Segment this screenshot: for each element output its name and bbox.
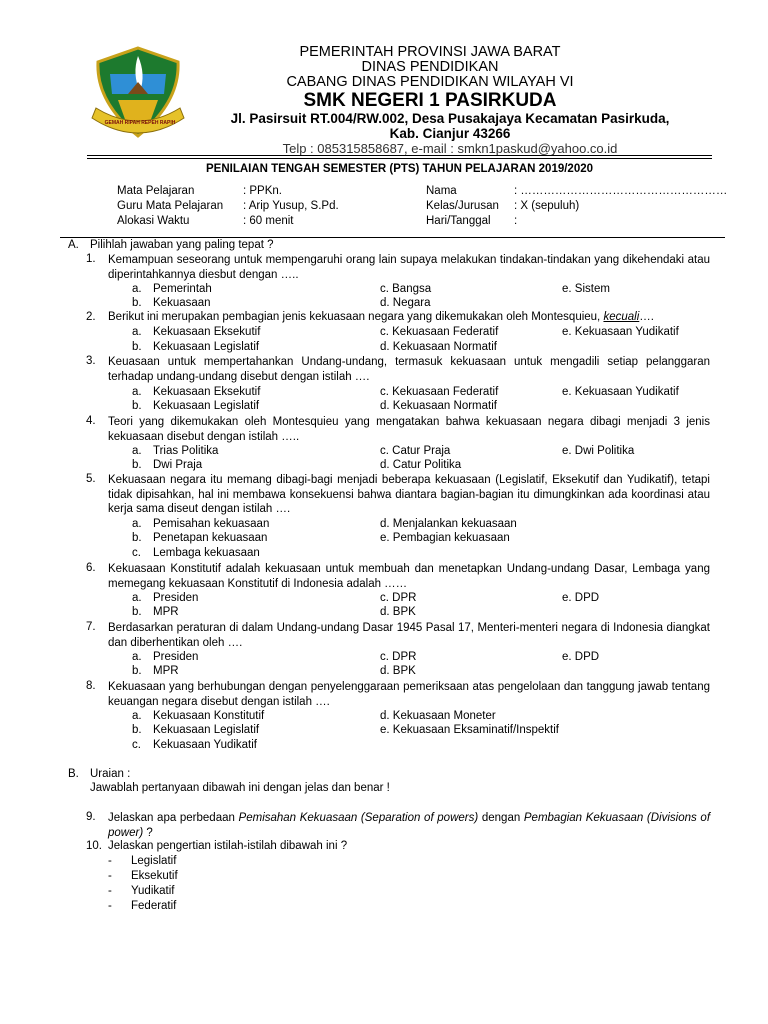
meta-teacher-label: Guru Mata Pelajaran xyxy=(117,200,224,212)
question-number: 1. xyxy=(86,253,96,265)
question-text-end: …. xyxy=(639,311,654,323)
question-text: Keuasaan untuk mempertahankan Undang-undang, termasuk kekuasaan untuk mengadili setiap pelanggaran terhadap undang-undang disebut dengan istilah …. xyxy=(108,356,710,383)
option-a: Presiden xyxy=(153,592,199,604)
option-letter: a. xyxy=(132,445,142,457)
essay-question-10: Jelaskan pengertian istilah-istilah dibawah ini ? xyxy=(108,840,348,852)
option-e: e. DPD xyxy=(562,592,600,604)
option-b: Penetapan kekuasaan xyxy=(153,532,268,544)
option-d: d. Kekuasaan Normatif xyxy=(380,341,497,353)
section-a-title: Pilihlah jawaban yang paling tepat ? xyxy=(90,239,274,251)
option-e: e. Kekuasaan Yudikatif xyxy=(562,326,679,338)
option-letter: a. xyxy=(132,326,142,338)
question-text-emphasis: kecuali xyxy=(603,311,640,323)
option-d: d. BPK xyxy=(380,606,416,618)
option-a: Trias Politika xyxy=(153,445,219,457)
option-c: Lembaga kekuasaan xyxy=(153,547,260,559)
header-address-2: Kab. Cianjur 43266 xyxy=(389,126,511,141)
option-letter: a. xyxy=(132,592,142,604)
option-letter: b. xyxy=(132,341,142,353)
list-item: Federatif xyxy=(131,900,177,912)
section-b-title: Uraian : xyxy=(90,768,131,780)
option-e: e. Sistem xyxy=(562,283,610,295)
option-c: c. DPR xyxy=(380,592,417,604)
option-letter: a. xyxy=(132,283,142,295)
option-b: Dwi Praja xyxy=(153,459,203,471)
meta-subject-value: : PPKn. xyxy=(243,185,282,197)
question-number: 6. xyxy=(86,562,96,574)
header-branch: CABANG DINAS PENDIDIKAN WILAYAH VI xyxy=(286,74,574,90)
meta-divider xyxy=(60,237,725,238)
exam-title: PENILAIAN TENGAH SEMESTER (PTS) TAHUN PELAJARAN 2019/2020 xyxy=(205,163,594,175)
option-d: d. Menjalankan kekuasaan xyxy=(380,518,517,530)
question-number: 2. xyxy=(86,311,96,323)
list-item: Eksekutif xyxy=(131,870,178,882)
option-a: Kekuasaan Eksekutif xyxy=(153,326,261,338)
question-text-main: Berikut ini merupakan pembagian jenis kekuasaan negara yang dikemukakan oleh Montesquieu, xyxy=(108,311,604,323)
meta-day-label: Hari/Tanggal xyxy=(426,215,491,227)
q9-term-2: Pembagian Kekuasaan (Divisions of power) xyxy=(108,812,711,839)
list-bullet: - xyxy=(108,885,112,897)
option-e: e. Kekuasaan Yudikatif xyxy=(562,386,679,398)
option-c: c. Catur Praja xyxy=(380,445,451,457)
section-b-label: B. xyxy=(68,768,79,780)
list-bullet: - xyxy=(108,900,112,912)
option-letter: b. xyxy=(132,459,142,471)
meta-time-label: Alokasi Waktu xyxy=(117,215,190,227)
option-letter: b. xyxy=(132,606,142,618)
option-letter: a. xyxy=(132,651,142,663)
option-b: MPR xyxy=(153,606,179,618)
option-a: Kekuasaan Eksekutif xyxy=(153,386,261,398)
list-bullet: - xyxy=(108,855,112,867)
option-d: d. Catur Politika xyxy=(380,459,462,471)
option-a: Pemerintah xyxy=(153,283,212,295)
option-letter: b. xyxy=(132,665,142,677)
option-d: d. Kekuasaan Normatif xyxy=(380,400,497,412)
meta-class-value: : X (sepuluh) xyxy=(514,200,580,212)
option-d: d. Kekuasaan Moneter xyxy=(380,710,496,722)
list-bullet: - xyxy=(108,870,112,882)
option-b: Kekuasaan Legislatif xyxy=(153,341,260,353)
option-letter: c. xyxy=(132,739,141,751)
header-school-name: SMK NEGERI 1 PASIRKUDA xyxy=(303,90,557,111)
option-e: e. Dwi Politika xyxy=(562,445,635,457)
option-e: e. Kekuasaan Eksaminatif/Inspektif xyxy=(380,724,559,736)
option-c: c. DPR xyxy=(380,651,417,663)
question-text: Kekuasaan negara itu memang dibagi-bagi menjadi beberapa kekuasaan (Legislatif, Eksekutif dan Yudikatif), tetapi tidak dipisahkan, hal ini membawa konsekuensi bahwa diantara bagian-bagian itu dimungkinkan ada koordinasi atau kerja sama diseut dengan istilah …. xyxy=(108,474,710,515)
essay-question-9 xyxy=(108,811,710,840)
option-letter: c. xyxy=(132,547,141,559)
option-letter: b. xyxy=(132,532,142,544)
option-b: Kekuasaan xyxy=(153,297,211,309)
question-number: 7. xyxy=(86,621,96,633)
question-text xyxy=(108,311,654,323)
option-letter: a. xyxy=(132,518,142,530)
q9-term-1: Pemisahan Kekuasaan (Separation of powers) xyxy=(238,812,479,824)
meta-class-label: Kelas/Jurusan xyxy=(426,200,499,212)
q9-pre: Jelaskan apa perbedaan xyxy=(108,812,239,824)
question-number: 4. xyxy=(86,415,96,427)
option-c: c. Bangsa xyxy=(380,283,432,295)
logo-motto: GEMAH RIPAH REPEH RAPIH xyxy=(104,120,176,126)
q9-mid: dengan xyxy=(478,812,524,824)
header-address-1: Jl. Pasirsuit RT.004/RW.002, Desa Pusakajaya Kecamatan Pasirkuda, xyxy=(230,111,670,126)
meta-subject-label: Mata Pelajaran xyxy=(117,185,195,197)
q9-post: ? xyxy=(143,826,153,839)
option-b: Kekuasaan Legislatif xyxy=(153,724,260,736)
option-a: Pemisahan kekuasaan xyxy=(153,518,270,530)
option-d: d. BPK xyxy=(380,665,416,677)
header-province: PEMERINTAH PROVINSI JAWA BARAT xyxy=(299,44,561,60)
option-a: Kekuasaan Konstitutif xyxy=(153,710,265,722)
meta-name-label: Nama xyxy=(426,185,457,197)
question-number: 10. xyxy=(86,840,102,852)
section-b-instruction: Jawablah pertanyaan dibawah ini dengan jelas dan benar ! xyxy=(90,782,390,794)
header-agency: DINAS PENDIDIKAN xyxy=(361,59,499,75)
question-number: 5. xyxy=(86,473,96,485)
meta-teacher-value: : Arip Yusup, S.Pd. xyxy=(243,200,339,212)
option-b: Kekuasaan Legislatif xyxy=(153,400,260,412)
option-c: c. Kekuasaan Federatif xyxy=(380,326,499,338)
question-text: Berdasarkan peraturan di dalam Undang-undang Dasar 1945 Pasal 17, Menteri-menteri negara di Indonesia diangkat dan diberhentikan oleh …. xyxy=(108,622,710,649)
option-e: e. DPD xyxy=(562,651,600,663)
header-contact: Telp : 085315858687, e-mail : smkn1paskud@yahoo.co.id xyxy=(282,141,618,156)
option-letter: b. xyxy=(132,297,142,309)
option-d: d. Negara xyxy=(380,297,431,309)
option-b: MPR xyxy=(153,665,179,677)
meta-time-value: : 60 menit xyxy=(243,215,294,227)
option-c: c. Kekuasaan Federatif xyxy=(380,386,499,398)
option-e: e. Pembagian kekuasaan xyxy=(380,532,510,544)
option-letter: b. xyxy=(132,400,142,412)
question-text: Teori yang dikemukakan oleh Montesquieu yang mengatakan bahwa kekuasaan negara dibagi menjadi 3 jenis kekuasaan disebut dengan istilah ….. xyxy=(108,416,710,443)
question-number: 3. xyxy=(86,355,96,367)
option-letter: a. xyxy=(132,710,142,722)
option-c: Kekuasaan Yudikatif xyxy=(153,739,258,751)
option-a: Presiden xyxy=(153,651,199,663)
question-number: 9. xyxy=(86,811,96,823)
section-a-label: A. xyxy=(68,239,79,251)
question-text: Kemampuan seseorang untuk mempengaruhi orang lain supaya melakukan tindakan-tindakan yang dikehendaki atau diperintahkannya diesbut dengan ….. xyxy=(108,254,710,281)
question-number: 8. xyxy=(86,680,96,692)
option-letter: a. xyxy=(132,386,142,398)
option-letter: b. xyxy=(132,724,142,736)
list-item: Yudikatif xyxy=(131,885,175,897)
header-divider xyxy=(87,155,712,156)
question-text: Kekuasaan Konstitutif adalah kekuasaan untuk membuah dan menetapkan Undang-undang Dasar, Lembaga yang memegang kekuasaan Konstitutif di Indonesia adalah …… xyxy=(108,563,710,590)
question-text: Kekuasaan yang berhubungan dengan penyelenggaraan pemeriksaan atas pengelolaan dan tanggung jawab tentang keuangan negara disebut dengan istilah …. xyxy=(108,681,710,708)
header-divider-thin xyxy=(87,158,712,159)
meta-name-value: : ……………………………………………… xyxy=(514,185,728,197)
meta-day-value: : xyxy=(514,215,518,227)
school-logo xyxy=(88,44,188,144)
list-item: Legislatif xyxy=(131,855,177,867)
